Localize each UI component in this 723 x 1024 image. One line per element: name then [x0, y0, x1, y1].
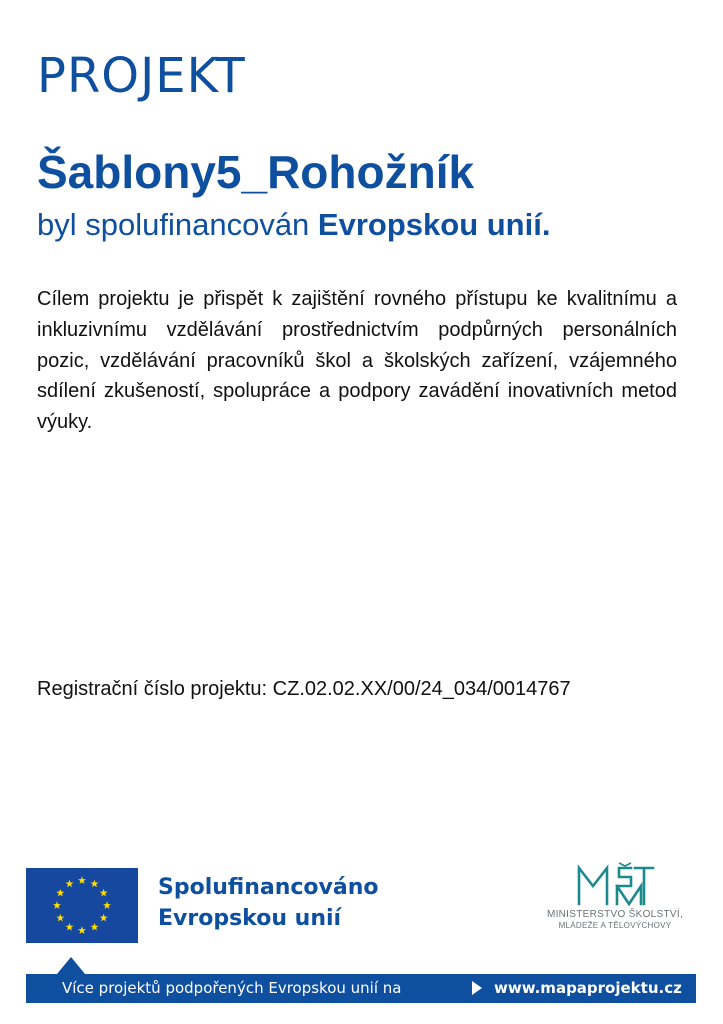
- msmt-caption-line1: MINISTERSTVO ŠKOLSTVÍ,: [546, 909, 684, 920]
- cofinanced-prefix: byl spolufinancován: [37, 207, 318, 242]
- registration-number: Registrační číslo projektu: CZ.02.02.XX/00/24_034/0014767: [37, 678, 571, 700]
- mapaprojektu-link[interactable]: www.mapaprojektu.cz: [494, 979, 682, 997]
- msmt-caption-line2: MLÁDEŽE A TĚLOVÝCHOVY: [558, 921, 672, 930]
- footer-text: Více projektů podpořených Evropskou unií na: [62, 979, 402, 997]
- project-name: Šablony5_Rohožník: [37, 146, 475, 198]
- eu-cofinanced-label: [158, 872, 379, 934]
- cofinanced-emphasis: Evropskou unií.: [317, 207, 551, 242]
- footer-bar: [26, 974, 696, 1003]
- footer-notch: [57, 957, 85, 974]
- eu-flag-icon: [26, 868, 138, 943]
- eu-label-line1: Spolufinancováno: [158, 875, 379, 900]
- msmt-logo: [530, 862, 700, 946]
- play-arrow-icon: [472, 981, 482, 995]
- cofinanced-line: [37, 206, 550, 243]
- msmt-monogram-icon: [573, 862, 657, 908]
- msmt-caption: [530, 909, 700, 931]
- project-description: Cílem projektu je přispět k zajištění rovného přístupu ke kvalitnímu a inkluzivnímu vzdělávání prostřednictvím podpůrných personálních pozic, vzdělávání pracovníků škol a školských zařízení, vzájemného sdílení zkušeností, spolupráce a podpory zavádění inovativních metod výuky.: [37, 288, 677, 434]
- eu-label-line2: Evropskou unií: [158, 906, 342, 931]
- heading: PROJEKT: [37, 48, 246, 104]
